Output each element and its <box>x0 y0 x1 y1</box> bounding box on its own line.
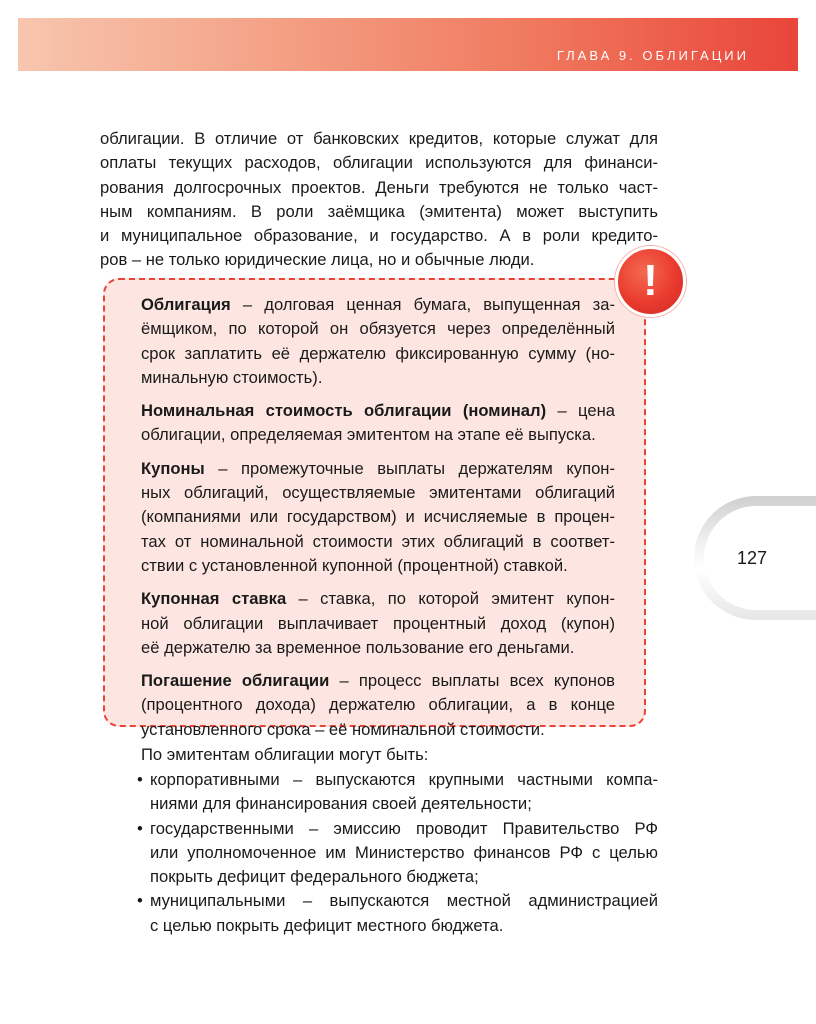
list-item-text: с целью покрыть дефицит местного бюджета. <box>150 915 504 935</box>
definition-text: её держателю за временное пользование его деньгами. <box>141 637 575 657</box>
definition-text: тах от номинальной стоимости этих облигаций в соответ- <box>141 531 615 551</box>
definitions-list <box>141 293 615 751</box>
intro-paragraph <box>100 127 658 273</box>
definition-text: (компаниями или государством) и исчисляемые в процен- <box>141 507 615 527</box>
definition-text: – процесс выплаты всех купонов <box>329 671 615 691</box>
bullet-icon: • <box>137 770 143 789</box>
issuer-types-list <box>134 768 658 938</box>
list-item-text: покрыть дефицит федерального бюджета; <box>150 867 479 887</box>
definition-bond <box>141 293 615 390</box>
exclamation-icon <box>615 246 686 317</box>
definition-term: Номинальная стоимость облигации (номинал) <box>141 401 547 421</box>
definition-coupons <box>141 457 615 578</box>
definition-text: ных облигаций, осуществляемые эмитентами облигаций <box>141 483 615 503</box>
list-item-text: корпоративными – выпускаются крупными частными компа- <box>150 770 658 789</box>
list-item-text: государственными – эмиссию проводит Правительство РФ <box>150 818 658 838</box>
definition-text: минальную стоимость). <box>141 367 323 387</box>
list-item-text: муниципальными – выпускаются местной администрацией <box>150 891 658 911</box>
chapter-header-band <box>18 18 798 71</box>
definition-text: облигации, определяемая эмитентом на этапе её выпуска. <box>141 425 596 445</box>
intro-line: облигации. В отличие от банковских кредитов, которые служат для <box>100 129 658 148</box>
list-item <box>134 889 658 938</box>
list-item-text: или уполномоченное им Министерство финансов РФ с целью <box>150 842 658 862</box>
definition-term: Погашение облигации <box>141 671 330 691</box>
intro-line: оплаты текущих расходов, облигации используются для финанси- <box>100 153 658 173</box>
definition-redemption <box>141 669 615 742</box>
intro-line: рования долгосрочных проектов. Деньги требуются не только част- <box>100 177 658 197</box>
list-item <box>134 817 658 890</box>
definition-text: – цена <box>546 401 615 421</box>
definition-text: ствии с установленной купонной (процентной) ставкой. <box>141 555 568 575</box>
definition-term: Купоны <box>141 458 205 478</box>
definition-text: срок заплатить её держателю фиксированную сумму (но- <box>141 343 615 363</box>
definition-text: – промежуточные выплаты держателям купон- <box>204 458 615 478</box>
exclamation-mark: ! <box>643 256 658 305</box>
definition-text: – ставка, по которой эмитент купон- <box>286 589 615 609</box>
bullet-icon: • <box>137 891 143 911</box>
definition-text: ной облигации выплачивает процентный доход (купон) <box>141 613 615 633</box>
definition-text: (процентного дохода) держателю облигации, а в конце <box>141 695 615 715</box>
list-item <box>134 768 658 817</box>
definition-text: ёмщиком, по которой он обязуется через определённый <box>141 319 615 339</box>
definition-text: установленного срока – её номинальной стоимости. <box>141 719 545 739</box>
intro-line: ров – не только юридические лица, но и обычные люди. <box>100 250 535 270</box>
page-number: 127 <box>737 548 768 568</box>
list-item-text: ниями для финансирования своей деятельности; <box>150 794 532 814</box>
bullet-icon: • <box>137 818 143 838</box>
chapter-title: ГЛАВА 9. ОБЛИГАЦИИ <box>556 48 749 63</box>
definition-term: Купонная ставка <box>141 589 287 609</box>
issuers-intro-text: По эмитентам облигации могут быть: <box>141 745 429 764</box>
definition-coupon-rate <box>141 587 615 660</box>
definition-nominal <box>141 399 615 448</box>
definition-term: Облигация <box>141 295 231 314</box>
intro-line: и муниципальное образование, и государство. А в роли кредито- <box>100 226 658 246</box>
definition-text: – долговая ценная бумага, выпущенная за- <box>230 295 615 314</box>
intro-line: ным компаниям. В роли заёмщика (эмитента) может выступить <box>100 201 658 221</box>
